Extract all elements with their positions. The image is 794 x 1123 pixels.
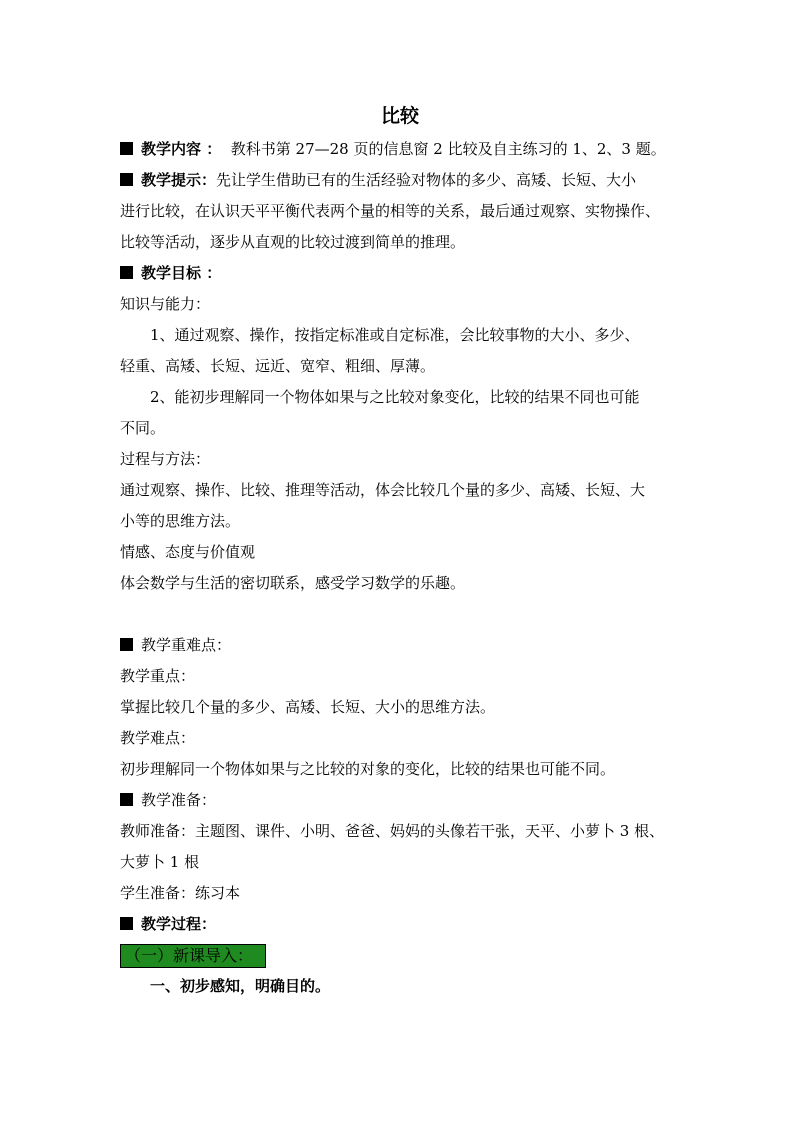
focus-title: 教学重点： (120, 667, 196, 685)
document-title: 比较 (380, 105, 419, 127)
hint-row (120, 165, 680, 196)
process-label: 教学过程： (141, 915, 217, 933)
teacher-prep-line2: 大萝卜 1 根 (120, 853, 200, 871)
content-label: 教学内容 ： (141, 140, 222, 158)
goal-item1-line1: 1、通过观察、操作，按指定标准或自定标准，会比较事物的大小、多少、 (150, 326, 640, 344)
square-bullet-icon (120, 266, 133, 279)
square-bullet-icon (120, 142, 133, 155)
process-method-line2: 小等的思维方法。 (120, 512, 241, 530)
step1-heading: 一、初步感知，明确目的。 (150, 977, 331, 995)
goal-item2-line1: 2、能初步理解同一个物体如果与之比较对象变化，比较的结果不同也可能 (150, 388, 640, 406)
emotion-title: 情感、态度与价值观 (120, 543, 256, 561)
square-bullet-icon (120, 917, 133, 930)
knowledge-title: 知识与能力： (120, 295, 211, 313)
section1-row (120, 940, 680, 971)
hint-text-line3: 比较等活动，逐步从直观的比较过渡到简单的推理。 (120, 233, 466, 251)
square-bullet-icon (120, 638, 133, 651)
process-method-line1: 通过观察、操作、比较、推理等活动，体会比较几个量的多少、高矮、长短、大 (120, 481, 646, 499)
prep-label: 教学准备： (141, 791, 217, 809)
hint-text-line2: 进行比较，在认识天平平衡代表两个量的相等的关系，最后通过观察、实物操作、 (120, 202, 661, 220)
section1-highlight: （一）新课导入： (120, 944, 266, 968)
square-bullet-icon (120, 793, 133, 806)
difficulty-title: 教学难点： (120, 729, 196, 747)
goals-row (120, 258, 680, 289)
focus-text: 掌握比较几个量的多少、高矮、长短、大小的思维方法。 (120, 698, 496, 716)
document-body (120, 100, 680, 1002)
hint-label: 教学提示： (141, 171, 217, 189)
teacher-prep-line1: 教师准备：主题图、课件、小明、爸爸、妈妈的头像若干张，天平、小萝卜 3 根、 (120, 822, 665, 840)
difficulty-text: 初步理解同一个物体如果与之比较的对象的变化，比较的结果也可能不同。 (120, 760, 616, 778)
keypoints-label: 教学重难点： (141, 636, 232, 654)
process-method-title: 过程与方法： (120, 450, 211, 468)
goal-item1-line2: 轻重、高矮、长短、远近、宽窄、粗细、厚薄。 (120, 357, 436, 375)
blank-line (120, 599, 680, 630)
process-row (120, 909, 680, 940)
prep-row (120, 785, 680, 816)
square-bullet-icon (120, 173, 133, 186)
keypoints-row (120, 630, 680, 661)
emotion-text: 体会数学与生活的密切联系，感受学习数学的乐趣。 (120, 574, 466, 592)
hint-text-line1: 先让学生借助已有的生活经验对物体的多少、高矮、长短、大小 (216, 171, 637, 189)
student-prep: 学生准备：练习本 (120, 884, 241, 902)
content-text: 教科书第 27—28 页的信息窗 2 比较及自主练习的 1、2、3 题。 (230, 140, 666, 158)
goals-label: 教学目标 ： (141, 264, 222, 282)
goal-item2-line2: 不同。 (120, 419, 166, 437)
content-row (120, 134, 680, 165)
